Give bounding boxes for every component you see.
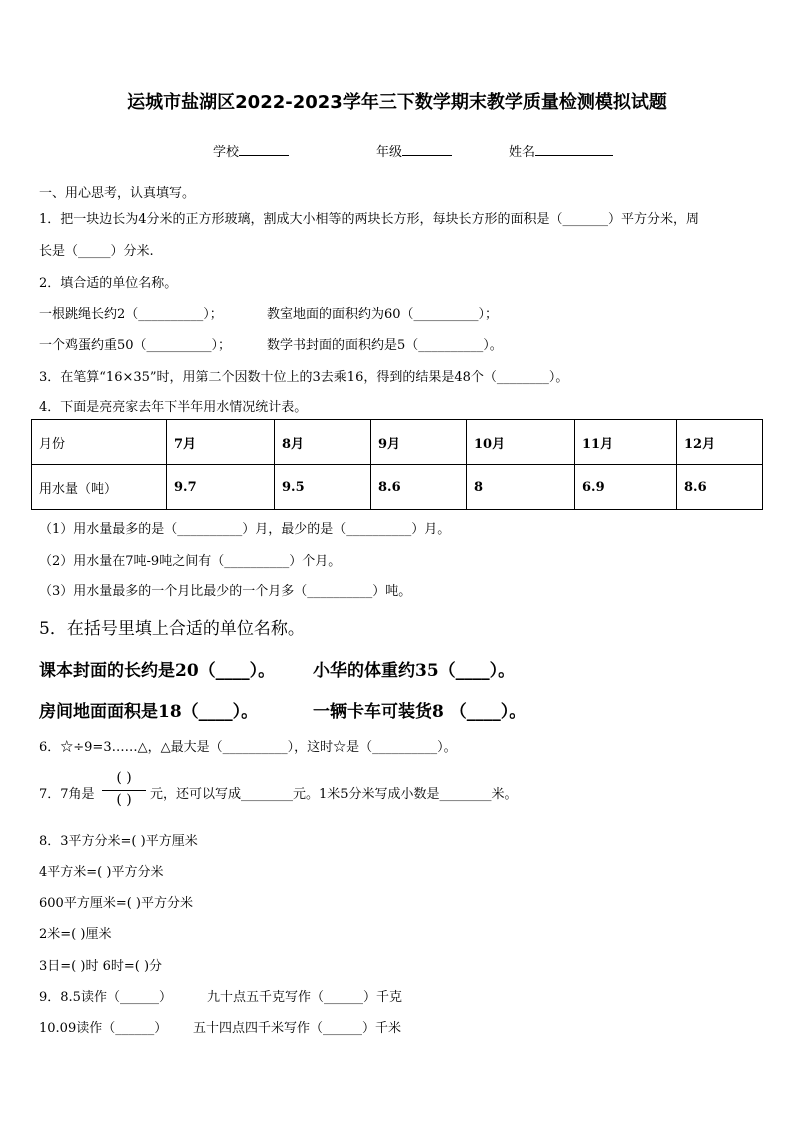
table-header-row <box>32 420 763 465</box>
question-4-title: 4．下面是亮亮家去年下半年用水情况统计表。 <box>39 400 308 415</box>
table-cell: 8 <box>467 465 575 510</box>
table-cell: 8.6 <box>677 465 763 510</box>
question-5-item-d: 一辆卡车可装货8 （____）。 <box>313 702 527 722</box>
table-row <box>32 465 763 510</box>
question-8-line-4: 2米=( )厘米 <box>39 927 112 942</box>
table-cell: 8.6 <box>371 465 467 510</box>
table-cell: 11月 <box>575 420 677 465</box>
question-5-item-c: 房间地面面积是18（____）。 <box>39 702 259 722</box>
table-cell: 6.9 <box>575 465 677 510</box>
question-1-line-2: 长是（_____）分米. <box>39 244 154 259</box>
page-title: 运城市盐湖区2022-2023学年三下数学期末教学质量检测模拟试题 <box>127 92 667 113</box>
question-4-sub-3: （3）用水量最多的一个月比最少的一个月多（__________）吨。 <box>39 584 412 599</box>
question-2-item-a: 一根跳绳长约2（__________）； <box>39 307 223 322</box>
question-8-line-5: 3日=( )时 6时=( )分 <box>39 959 163 974</box>
water-usage-table <box>31 419 763 510</box>
table-cell: 月份 <box>32 420 167 465</box>
grade-label: 年级 <box>376 145 403 160</box>
question-7-suffix: 元，还可以写成________元。1米5分米写成小数是________米。 <box>150 787 518 802</box>
question-8-line-2: 4平方米=( )平方分米 <box>39 865 164 880</box>
question-8-line-1: 8．3平方分米=( )平方厘米 <box>39 834 198 849</box>
question-5-item-b: 小华的体重约35（____）。 <box>313 661 516 681</box>
question-1-line-1: 1．把一块边长为4分米的正方形玻璃，割成大小相等的两块长方形，每块长方形的面积是（_______）平方分米，周 <box>39 212 700 227</box>
question-2-item-b: 教室地面的面积约为60（__________）； <box>267 307 499 322</box>
question-3: 3．在笔算“16×35”时，用第二个因数十位上的3去乘16，得到的结果是48个（________）。 <box>39 370 569 385</box>
question-2-title: 2．填合适的单位名称。 <box>39 276 178 291</box>
fraction-numerator: ( ) <box>116 770 132 786</box>
section-heading: 一、用心思考，认真填写。 <box>39 186 196 201</box>
school-field[interactable] <box>213 141 289 160</box>
table-cell: 10月 <box>467 420 575 465</box>
question-2-item-d: 数学书封面的面积约是5（__________）。 <box>267 338 503 353</box>
table-cell: 用水量（吨） <box>32 465 167 510</box>
grade-blank[interactable] <box>402 143 452 156</box>
table-cell: 12月 <box>677 420 763 465</box>
question-5-title: 5．在括号里填上合适的单位名称。 <box>39 619 305 639</box>
grade-field[interactable] <box>376 141 452 160</box>
fraction-bar <box>102 790 146 791</box>
table-cell: 9.5 <box>275 465 371 510</box>
fraction-denominator: ( ) <box>116 792 132 808</box>
question-8-line-3: 600平方厘米=( )平方分米 <box>39 896 193 911</box>
name-blank[interactable] <box>535 143 613 156</box>
question-7-fraction <box>100 770 148 812</box>
table-cell: 9.7 <box>167 465 275 510</box>
question-7-prefix: 7．7角是 <box>39 787 95 802</box>
name-field[interactable] <box>509 141 613 160</box>
school-blank[interactable] <box>239 143 289 156</box>
table-cell: 7月 <box>167 420 275 465</box>
question-4-sub-1: （1）用水量最多的是（__________）月，最少的是（__________）月。 <box>39 522 451 537</box>
question-6: 6．☆÷9=3……△，△最大是（__________），这时☆是（__________）。 <box>39 740 457 755</box>
table-cell: 8月 <box>275 420 371 465</box>
name-label: 姓名 <box>509 145 536 160</box>
question-9-a: 9．8.5读作（______） <box>39 990 172 1005</box>
question-2-item-c: 一个鸡蛋约重50（__________）； <box>39 338 232 353</box>
question-9-b: 九十点五千克写作（______）千克 <box>207 990 403 1005</box>
table-cell: 9月 <box>371 420 467 465</box>
question-5-item-a: 课本封面的长约是20（____）。 <box>39 661 276 681</box>
question-10-b: 五十四点四千米写作（______）千米 <box>193 1021 402 1036</box>
question-10-a: 10.09读作（______） <box>39 1021 168 1036</box>
question-4-sub-2: （2）用水量在7吨-9吨之间有（__________）个月。 <box>39 554 342 569</box>
school-label: 学校 <box>213 145 240 160</box>
